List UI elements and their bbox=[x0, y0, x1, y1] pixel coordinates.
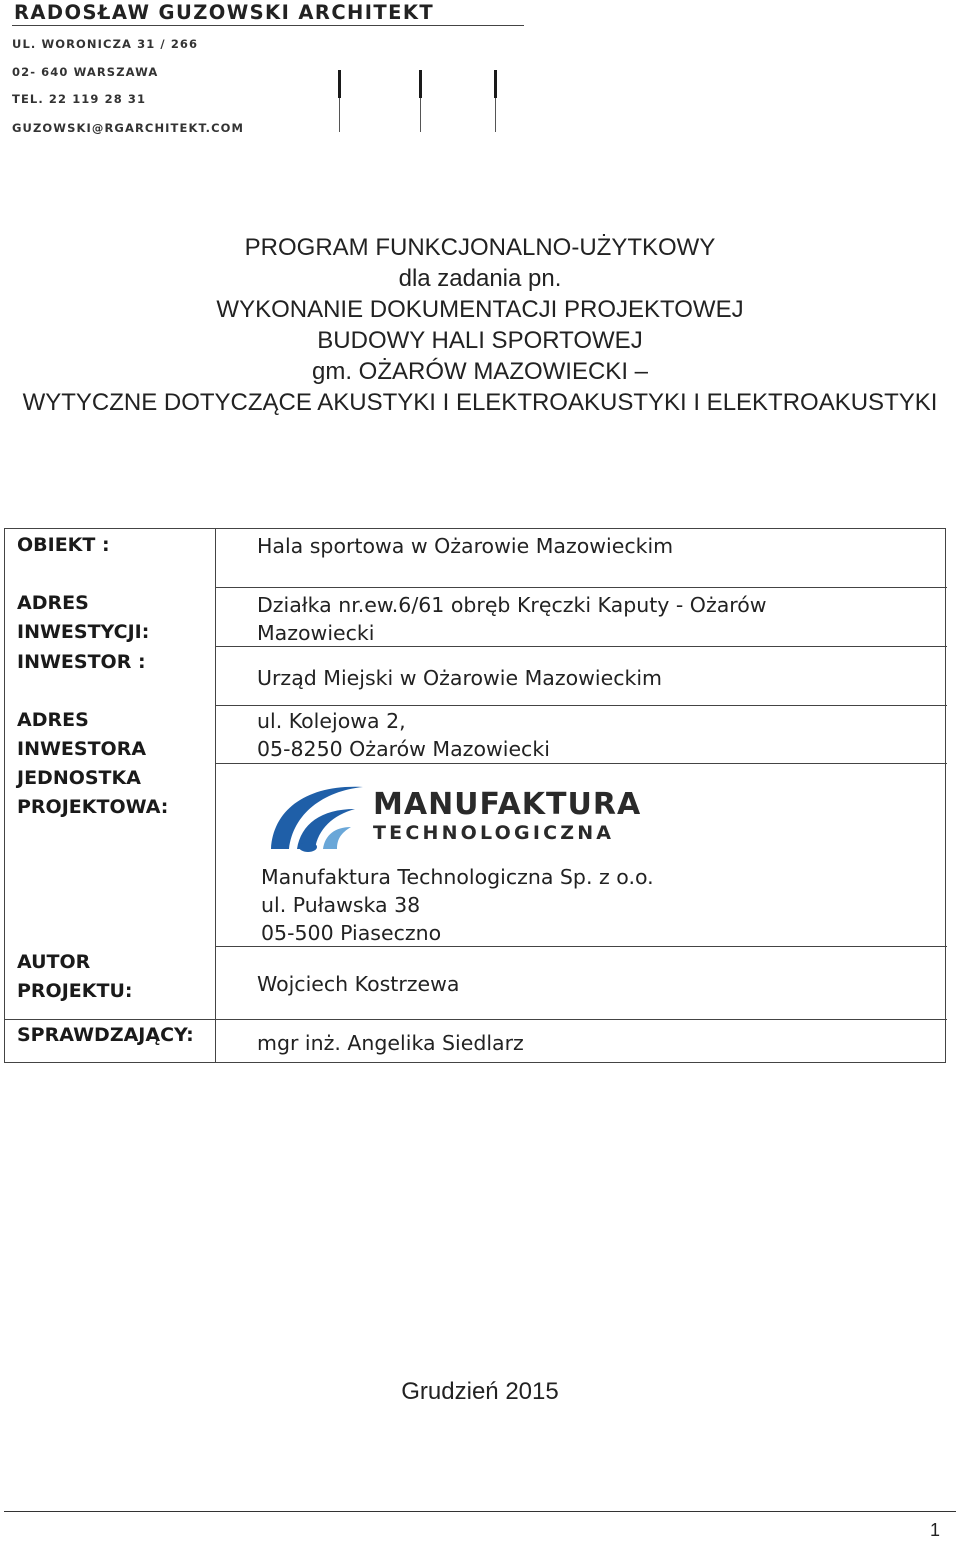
decorative-bar-stem bbox=[420, 98, 421, 132]
project-info-table bbox=[4, 528, 946, 1063]
label-line: JEDNOSTKA bbox=[17, 767, 141, 789]
label-line: INWESTYCJI: bbox=[17, 621, 150, 643]
value-obiekt: Hala sportowa w Ożarowie Mazowieckim bbox=[257, 534, 674, 558]
value-line: Mazowiecki bbox=[257, 621, 375, 645]
logo-swirl-icon bbox=[263, 779, 373, 854]
value-sprawdzajacy: mgr inż. Angelika Siedlarz bbox=[257, 1031, 524, 1055]
logo-text-manufaktura: MANUFAKTURA bbox=[373, 787, 642, 822]
value-line: Manufaktura Technologiczna Sp. z o.o. bbox=[261, 865, 654, 889]
label-line: INWESTORA bbox=[17, 738, 147, 760]
label-sprawdzajacy: SPRAWDZAJĄCY: bbox=[17, 1024, 194, 1046]
manufaktura-logo bbox=[263, 779, 663, 859]
table-row-divider bbox=[215, 763, 947, 764]
decorative-bar-stem bbox=[495, 98, 496, 132]
company-name: RADOSŁAW GUZOWSKI ARCHITEKT bbox=[14, 1, 435, 24]
title-line: BUDOWY HALI SPORTOWEJ bbox=[317, 327, 643, 354]
label-line: ADRES bbox=[17, 709, 89, 731]
value-adres-inwestora bbox=[257, 707, 937, 763]
label-line: PROJEKTU: bbox=[17, 980, 133, 1002]
label-autor-projektu bbox=[17, 948, 212, 1006]
value-adres-inwestycji bbox=[257, 591, 937, 647]
label-adres-inwestycji bbox=[17, 589, 212, 647]
value-autor-projektu: Wojciech Kostrzewa bbox=[257, 972, 460, 996]
value-line: Działka nr.ew.6/61 obręb Kręczki Kaputy - Ożarów bbox=[257, 593, 767, 617]
label-jednostka-projektowa bbox=[17, 764, 212, 822]
label-inwestor: INWESTOR : bbox=[17, 651, 146, 673]
company-email: GUZOWSKI@RGARCHITEKT.COM bbox=[12, 121, 245, 135]
label-line: AUTOR bbox=[17, 951, 91, 973]
label-line: ADRES bbox=[17, 592, 89, 614]
value-line: 05-8250 Ożarów Mazowiecki bbox=[257, 737, 550, 761]
footer-rule bbox=[4, 1511, 956, 1512]
title-line: WYTYCZNE DOTYCZĄCE AKUSTYKI I ELEKTROAKUSTYKI I ELEKTROAKUSTYKI bbox=[22, 389, 938, 416]
value-line: 05-500 Piaseczno bbox=[261, 921, 442, 945]
letterhead-rule bbox=[12, 25, 524, 26]
label-adres-inwestora bbox=[17, 706, 212, 764]
company-city: 02- 640 WARSZAWA bbox=[12, 65, 159, 79]
decorative-bar bbox=[419, 70, 422, 98]
decorative-bar-stem bbox=[339, 98, 340, 132]
value-jednostka-projektowa bbox=[261, 863, 941, 947]
document-date: Grudzień 2015 bbox=[401, 1378, 559, 1405]
company-phone: TEL. 22 119 28 31 bbox=[12, 92, 147, 106]
table-row-divider bbox=[5, 1019, 947, 1020]
label-obiekt: OBIEKT : bbox=[17, 534, 110, 556]
decorative-bar bbox=[494, 70, 497, 98]
title-line: WYKONANIE DOKUMENTACJI PROJEKTOWEJ bbox=[216, 296, 744, 323]
title-line: PROGRAM FUNKCJONALNO-UŻYTKOWY bbox=[244, 234, 716, 261]
table-column-divider bbox=[215, 529, 216, 1062]
decorative-bar bbox=[338, 70, 341, 98]
document-title bbox=[0, 232, 960, 418]
label-line: PROJEKTOWA: bbox=[17, 796, 169, 818]
value-line: ul. Puławska 38 bbox=[261, 893, 421, 917]
title-line: dla zadania pn. bbox=[398, 265, 562, 292]
page-number: 1 bbox=[929, 1520, 940, 1540]
table-row-divider bbox=[215, 705, 947, 706]
logo-text-technologiczna: TECHNOLOGICZNA bbox=[373, 822, 615, 844]
title-line: gm. OŻARÓW MAZOWIECKI – bbox=[311, 358, 648, 385]
value-line: ul. Kolejowa 2, bbox=[257, 709, 406, 733]
table-row-divider bbox=[215, 587, 947, 588]
company-address: UL. WORONICZA 31 / 266 bbox=[12, 37, 199, 51]
value-inwestor: Urząd Miejski w Ożarowie Mazowieckim bbox=[257, 666, 663, 690]
